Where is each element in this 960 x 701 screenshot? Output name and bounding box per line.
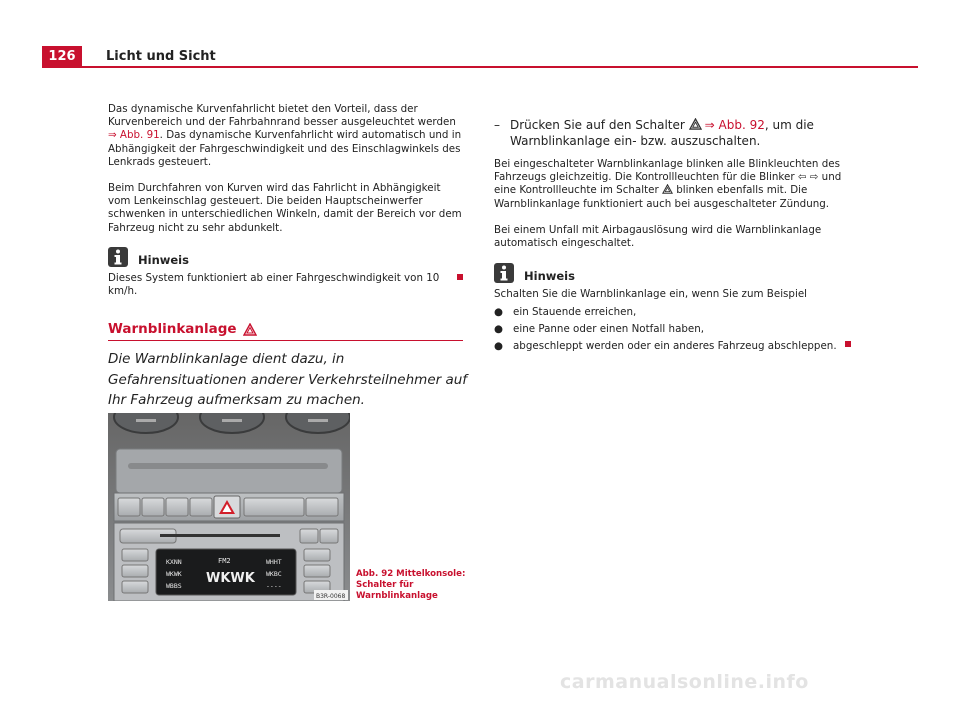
paragraph-kurvenlicht-2: Beim Durchfahren von Kurven wird das Fahrlicht in Abhängigkeit vom Lenkeinschlag gesteuert. Die beiden Hauptscheinwerfer schwenken in unterschiedlichen Winkeln, damit der Bereich vor dem Fahrzeug nicht zu sehr abdunkelt. [108, 182, 462, 234]
header-rule [42, 66, 918, 68]
section-rule [108, 340, 463, 341]
list-item [494, 340, 837, 352]
note-text: Dieses System funktioniert ab einer Fahrgeschwindigkeit von 10 km/h. [108, 272, 440, 298]
figure-link-92[interactable]: ⇒ Abb. 92 [704, 118, 765, 132]
end-mark [845, 341, 851, 347]
note-intro: Schalten Sie die Warnblinkanlage ein, wenn Sie zum Beispiel [494, 288, 808, 300]
figure-caption: Abb. 92 Mittelkonsole: Schalter für Warnblinkanlage [356, 569, 466, 601]
instruction-step [494, 117, 854, 149]
console-illustration [108, 413, 350, 601]
radio-band: FM2 [218, 557, 231, 565]
end-mark [457, 274, 463, 280]
paragraph-warnblink-1 [494, 158, 850, 211]
section-title-text: Warnblinkanlage [108, 321, 237, 337]
paragraph-warnblink-2: Bei einem Unfall mit Airbagauslösung wird die Warnblinkanlage automatisch eingeschaltet. [494, 224, 822, 250]
figure-center-console [108, 413, 350, 601]
bullet-icon: ● [494, 323, 503, 335]
step-dash: – [494, 118, 500, 132]
radio-preset-2: WKWK [166, 570, 182, 578]
radio-preset-6: ---- [266, 582, 282, 590]
note-title: Hinweis [524, 269, 575, 283]
radio-station: WKWK [206, 571, 255, 586]
text: Drücken Sie auf den Schalter [510, 118, 689, 132]
list-item [494, 323, 704, 335]
list-item [494, 306, 636, 318]
bullet-icon: ● [494, 340, 503, 352]
text: und eine Kontrollleuchte im Schalter [494, 171, 842, 197]
text: Das dynamische Kurvenfahrlicht bietet den Vorteil, dass der Kurvenbereich und der Fahrbahnrand besser ausgeleuchtet werden [108, 103, 456, 129]
list-item-text: abgeschleppt werden oder ein anderes Fahrzeug abschleppen. [513, 340, 837, 352]
paragraph-kurvenlicht-1 [108, 103, 466, 169]
radio-preset-1: KXNN [166, 558, 182, 566]
section-lead: Die Warnblinkanlage dient dazu, in Gefahrensituationen anderer Verkehrsteilnehmer auf Ihr Fahrzeug aufmerksam zu machen. [108, 351, 468, 408]
text: blinken ebenfalls mit. Die Warnblinkanlage funktioniert auch bei ausgeschalteter Zündung. [494, 184, 830, 210]
watermark: carmanualsonline.info [560, 671, 809, 693]
figure-link-91[interactable]: ⇒ Abb. 91 [108, 129, 160, 142]
radio-preset-3: WBBS [166, 582, 182, 590]
note-header-left [108, 247, 189, 267]
turn-signal-arrows-icon: ⇦ ⇨ [797, 171, 819, 184]
radio-preset-4: WHHT [266, 558, 282, 566]
radio-preset-5: WKBC [266, 570, 282, 578]
note-header-right [494, 263, 575, 283]
page-title: Licht und Sicht [106, 49, 216, 64]
note-title: Hinweis [138, 253, 189, 267]
hazard-warning-icon [243, 323, 257, 336]
list-item-text: ein Stauende erreichen, [513, 306, 637, 318]
text: . Das dynamische Kurvenfahrlicht wird automatisch und in Abhängigkeit der Fahrgeschwindigkeit und des Einschlagwinkels des Lenkrads gesteuert. [108, 129, 462, 168]
page-number: 126 [42, 46, 82, 67]
info-icon [108, 247, 128, 267]
text: Bei eingeschalteter Warnblinkanlage blinken alle Blinkleuchten des Fahrzeugs gleichzeitig. Die Kontrollleuchten für die Blinker [494, 158, 840, 184]
list-item-text: eine Panne oder einen Notfall haben, [513, 323, 705, 335]
info-icon [494, 263, 514, 283]
text: , um die Warnblinkanlage ein- bzw. auszuschalten. [510, 118, 814, 148]
hazard-warning-icon [662, 184, 673, 194]
section-title [108, 321, 257, 337]
figure-code: B3R-0068 [316, 593, 346, 600]
hazard-warning-icon [689, 118, 702, 130]
bullet-icon: ● [494, 306, 503, 318]
